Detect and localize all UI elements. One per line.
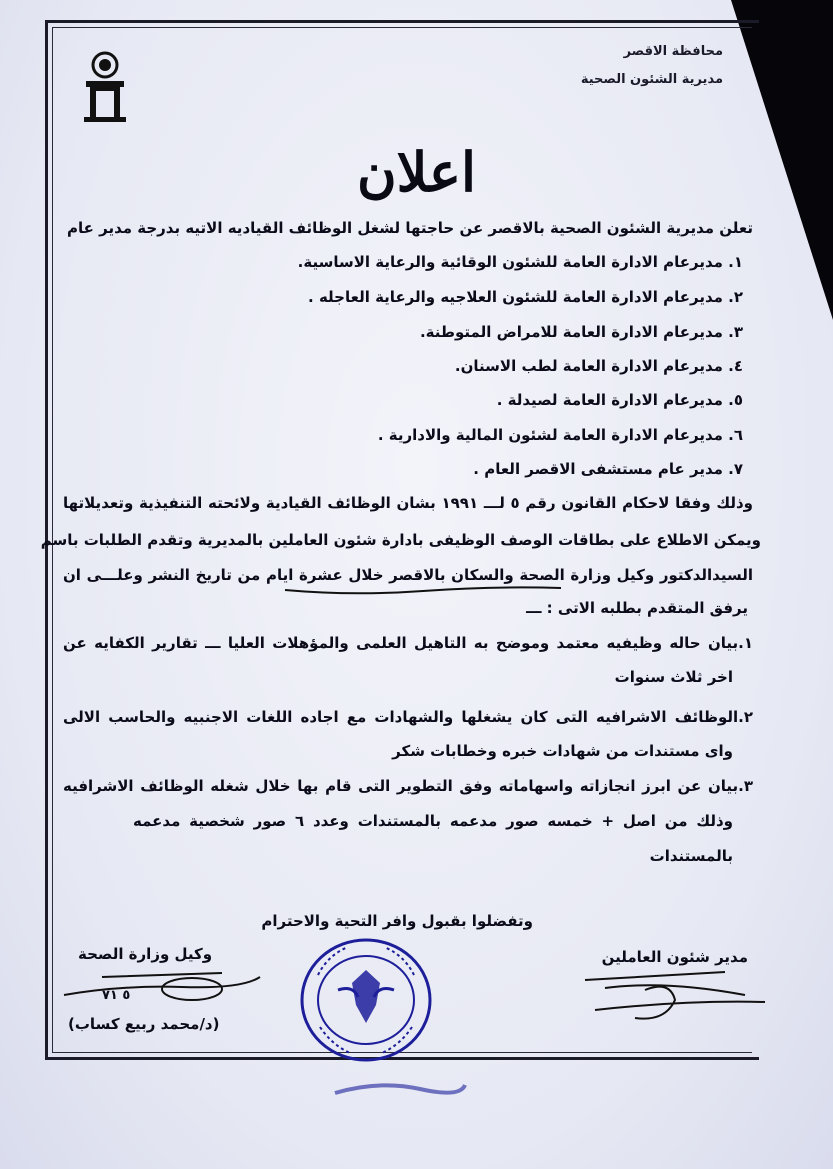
position-item: ٤. مديرعام الادارة العامة لطب الاسنان. — [454, 357, 743, 375]
handwritten-underline — [283, 582, 563, 598]
ink-smudge — [330, 1075, 470, 1105]
body-line: ويمكن الاطلاع على بطاقات الوصف الوظيفى بادارة شئون العاملين بالمديرية وتقدم الطلبات باسم — [40, 531, 761, 549]
hr-director-title: مدير شئون العاملين — [601, 948, 748, 966]
handwritten-number: ٥ ٧١ — [102, 988, 131, 1003]
hr-director-signature — [575, 960, 770, 1030]
deputy-minister-title: وكيل وزارة الصحة — [78, 945, 213, 963]
position-item: ٦. مديرعام الادارة العامة لشئون المالية والادارية . — [377, 426, 743, 444]
position-item: ١. مديرعام الادارة العامة للشئون الوقائية والرعاية الاساسية. — [297, 253, 743, 271]
intro-text: تعلن مديرية الشئون الصحية بالاقصر عن حاجتها لشغل الوظائف القياديه الاتيه بدرجة مدير عام — [67, 219, 753, 237]
requirement-line: ٣.بيان عن ابرز انجازاته واسهاماته وفق التطوير التى قام بها خلال شغله الوظائف الاشرافيه — [63, 777, 753, 795]
position-item: ٢. مديرعام الادارة العامة للشئون العلاجيه والرعاية العاجله . — [308, 288, 743, 306]
position-item: ٣. مديرعام الادارة العامة للامراض المتوطنة. — [419, 323, 743, 341]
deputy-name: (د/محمد ربيع كساب) — [68, 1015, 220, 1033]
body-line: يرفق المتقدم بطلبه الاتى : ـــ — [526, 599, 748, 617]
closing-greeting: وتفضلوا بقبول وافر التحية والاحترام — [261, 912, 533, 930]
position-item: ٥. مديرعام الادارة العامة لصيدلة . — [496, 391, 743, 409]
body-line: السيدالدكتور وكيل وزارة الصحة والسكان بالاقصر خلال عشرة ايام من تاريخ النشر وعلـــى ان — [63, 566, 753, 584]
requirement-line: ١.بيان حاله وظيفيه معتمد وموضح به التاهيل العلمى والمؤهلات العليا ـــ تقارير الكفايه عن — [63, 634, 753, 652]
position-item: ٧. مدير عام مستشفى الاقصر العام . — [473, 460, 743, 478]
governorate-name: محافظة الاقصر — [623, 44, 723, 59]
requirement-line: وذلك من اصل + خمسه صور مدعمه بالمستندات وعدد ٦ صور شخصية مدعمه — [133, 812, 733, 830]
directorate-name: مديرية الشئون الصحية — [580, 72, 723, 87]
requirement-line: واى مستندات من شهادات خبره وخطابات شكر — [392, 742, 733, 760]
governorate-logo — [78, 45, 132, 125]
announcement-title: اعلان — [356, 140, 477, 204]
requirement-line: اخر ثلاث سنوات — [614, 668, 733, 686]
requirement-line: ٢.الوظائف الاشرافيه التى كان يشغلها والشهادات مع اجاده اللغات الاجنبيه والحاسب الالى — [63, 708, 753, 726]
deputy-signature — [62, 965, 262, 1005]
official-seal-stamp — [298, 935, 434, 1065]
requirement-line: بالمستندات — [649, 847, 733, 865]
body-line: وذلك وفقا لاحكام القانون رقم ٥ لـــ ١٩٩١ بشان الوظائف القيادية ولائحته التنفيذية وتعديلاتها — [63, 494, 753, 512]
